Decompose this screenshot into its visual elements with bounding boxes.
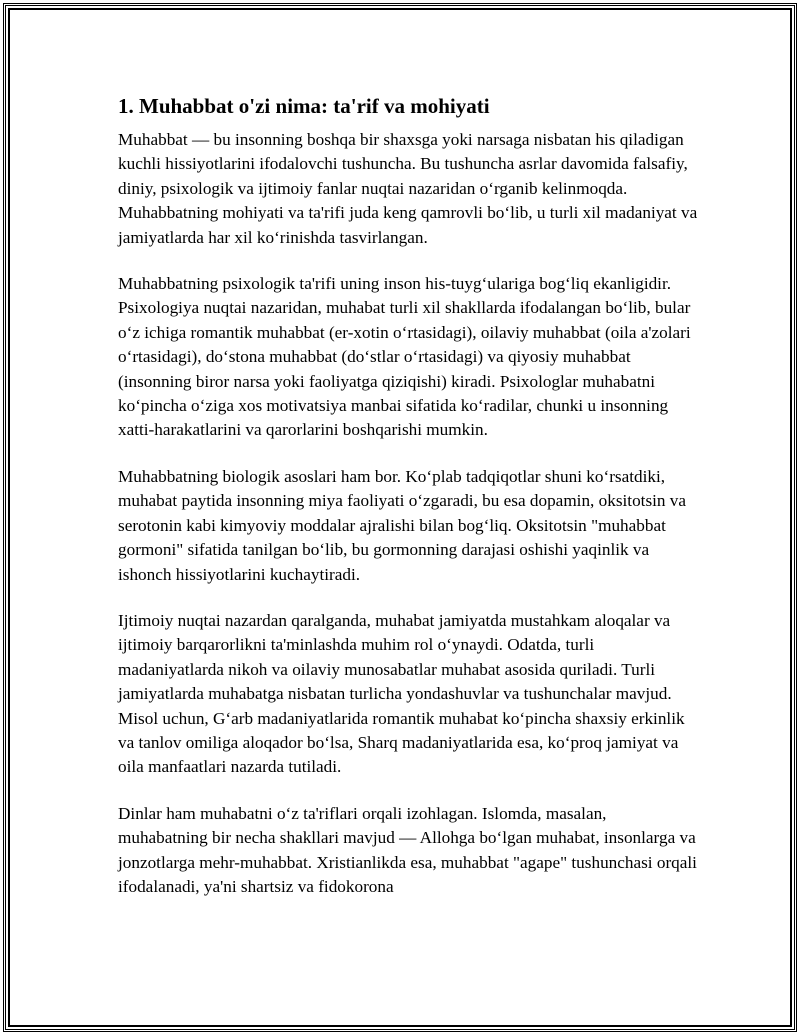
paragraph-psychology: Muhabbatning psixologik ta'rifi uning inson his-tuyg‘ulariga bog‘liq ekanligidir. Psixologiya nuqtai nazaridan, muhabat turli xil shakllarda ifodalangan bo‘lib, bular o‘z ichiga romantik muhabbat (er-xotin o‘rtasidagi), oilaviy muhabbat (oila a'zolari o‘rtasidagi), do‘stona muhabbat (do‘stlar o‘rtasidagi) va qiyosiy muhabbat (insonning biror narsa yoki faoliyatga qiziqishi) kiradi. Psixologlar muhabatni ko‘pincha o‘ziga xos motivatsiya manbai sifatida ko‘radilar, chunki u insonning xatti-harakatlarini va qarorlarini boshqarishi mumkin. [118, 274, 691, 440]
paragraph-religion: Dinlar ham muhabatni o‘z ta'riflari orqali izohlagan. Islomda, masalan, muhabatning bir necha shakllari mavjud — Allohga bo‘lgan muhabat, insonlarga va jonzotlarga mehr-muhabbat. Xristianlikda esa, muhabbat "agape" tushunchasi orqali ifodalanadi, ya'ni shartsiz va fidokorona [118, 803, 697, 896]
paragraph-biology: Muhabbatning biologik asoslari ham bor. Ko‘plab tadqiqotlar shuni ko‘rsatdiki, muhabat paytida insonning miya faoliyati o‘zgaradi, bu esa dopamin, oksitotsin va serotonin kabi kimyoviy moddalar ajralishi bilan bog‘liq. Oksitotsin "muhabbat gormoni" sifatida tanilgan bo‘lib, bu gormonning darajasi oshishi yaqinlik va ishonch hissiyotlarini kuchaytiradi. [118, 466, 687, 584]
document-body [118, 92, 698, 921]
section-heading: 1. Muhabbat o'zi nima: ta'rif va mohiyati [118, 94, 490, 118]
paragraph-society: Ijtimoiy nuqtai nazardan qaralganda, muhabat jamiyatda mustahkam aloqalar va ijtimoiy barqarorlikni ta'minlashda muhim rol o‘ynaydi. Odatda, turli madaniyatlarda nikoh va oilaviy munosabatlar muhabat asosida quriladi. Turli jamiyatlarda muhabatga nisbatan turlicha yondashuvlar va tushunchalar mavjud. Misol uchun, G‘arb madaniyatlarida romantik muhabat ko‘pincha shaxsiy erkinlik va tanlov omiliga aloqador bo‘lsa, Sharq madaniyatlarida esa, ko‘proq jamiyat va oila manfaatlari nazarda tutiladi. [118, 610, 685, 777]
paragraph-definition: Muhabbat — bu insonning boshqa bir shaxsga yoki narsaga nisbatan his qiladigan kuchli hissiyotlarini ifodalovchi tushuncha. Bu tushuncha asrlar davomida falsafiy, diniy, psixologik va ijtimoiy fanlar nuqtai nazaridan o‘rganib kelinmoqda. Muhabbatning mohiyati va ta'rifi juda keng qamrovli bo‘lib, u turli xil madaniyat va jamiyatlarda har xil ko‘rinishda tasvirlangan. [118, 130, 698, 247]
